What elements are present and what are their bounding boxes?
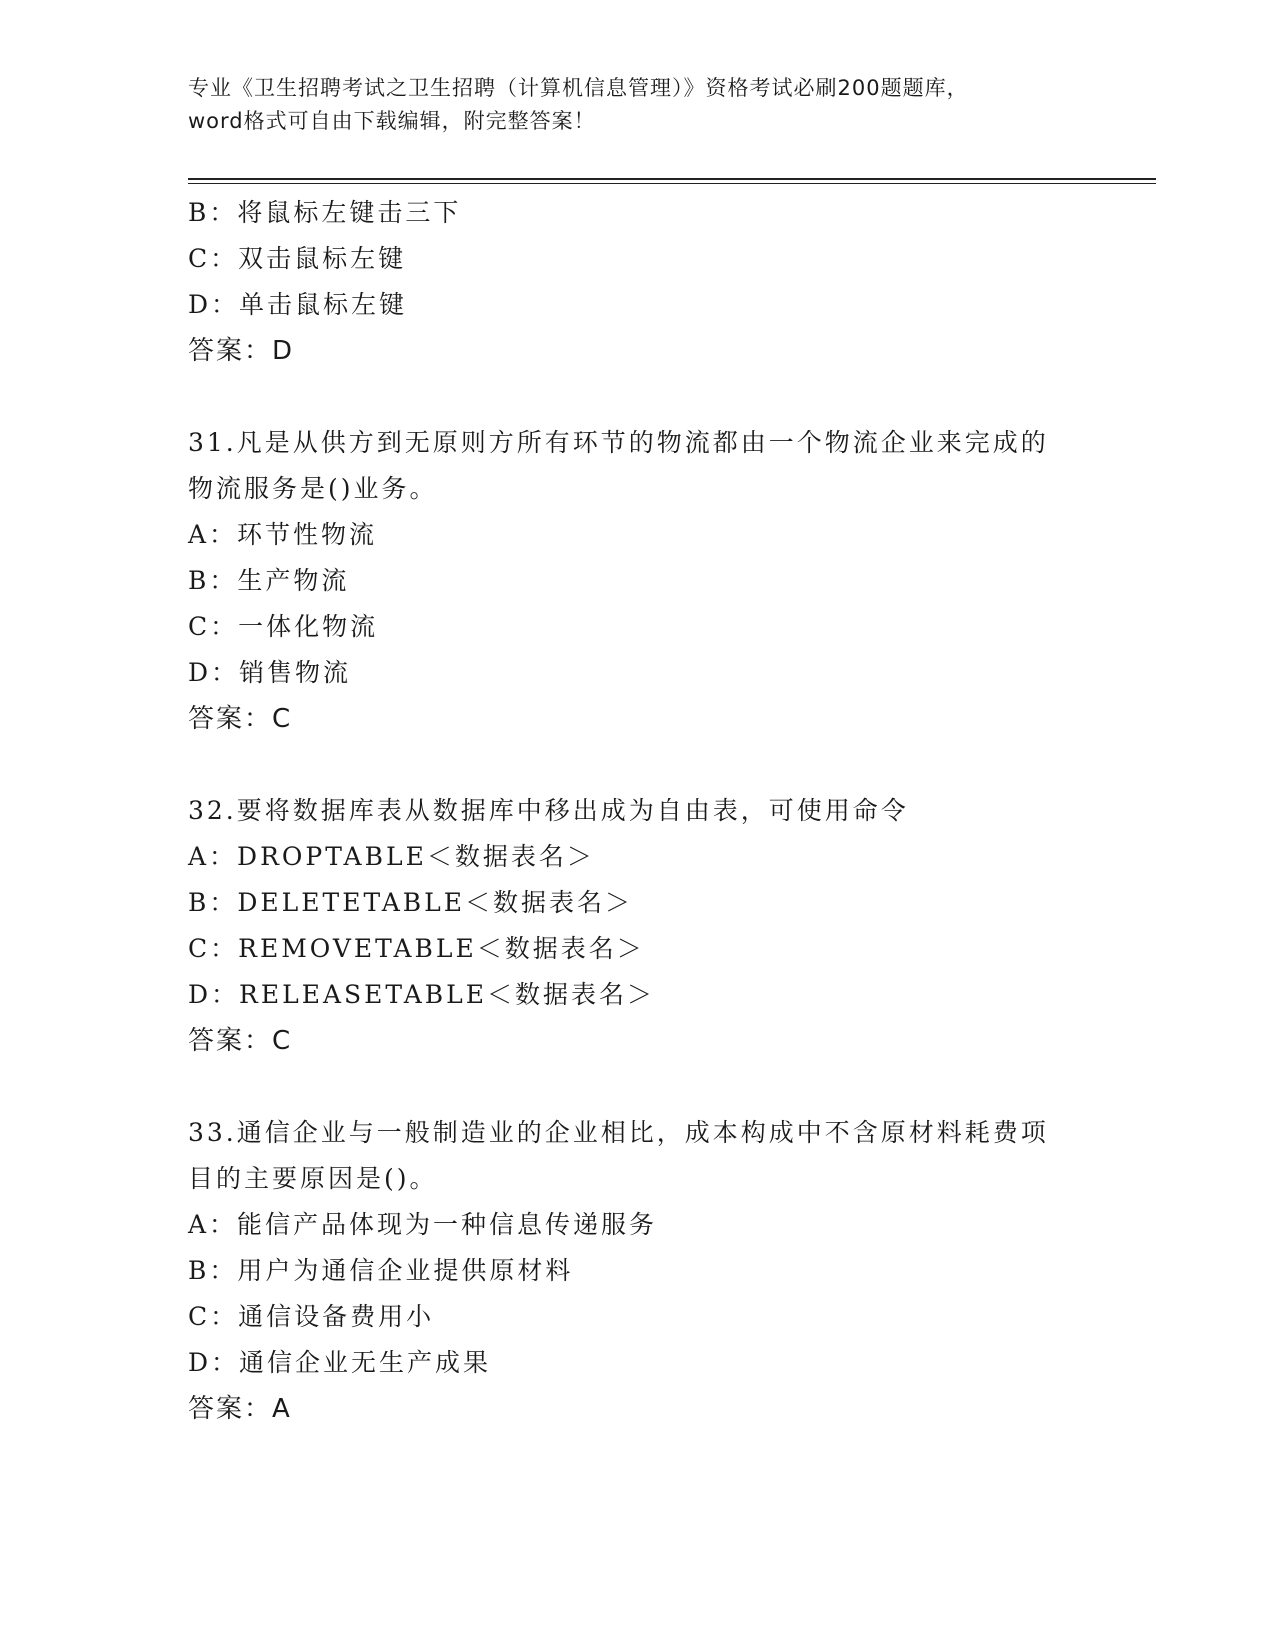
question-stem: 33.通信企业与一般制造业的企业相比，成本构成中不含原材料耗费项 xyxy=(188,1118,1049,1147)
document-header xyxy=(188,72,1088,138)
answer-line: 答案：C xyxy=(188,1026,293,1056)
header-divider-thin xyxy=(188,183,1156,184)
question-32-block xyxy=(188,788,1088,1064)
question-stem-cont: 目的主要原因是()。 xyxy=(188,1164,438,1193)
prev-question-block xyxy=(188,190,1088,374)
option-b: B：用户为通信企业提供原材料 xyxy=(188,1256,574,1285)
header-line-1: 专业《卫生招聘考试之卫生招聘（计算机信息管理）》资格考试必刷200题题库， xyxy=(188,76,969,100)
option-c: C：REMOVETABLE＜数据表名＞ xyxy=(188,934,645,963)
option-d: D：RELEASETABLE＜数据表名＞ xyxy=(188,980,655,1009)
option-a: A：DROPTABLE＜数据表名＞ xyxy=(188,842,595,871)
header-divider-thick xyxy=(188,178,1156,180)
question-stem-cont: 物流服务是()业务。 xyxy=(188,474,438,503)
option-d: D：单击鼠标左键 xyxy=(188,290,408,319)
option-b: B：生产物流 xyxy=(188,566,350,595)
option-a: A：能信产品体现为一种信息传递服务 xyxy=(188,1210,658,1239)
option-c: C：双击鼠标左键 xyxy=(188,244,407,273)
option-c: C：通信设备费用小 xyxy=(188,1302,435,1331)
question-31-block xyxy=(188,420,1088,742)
option-c: C：一体化物流 xyxy=(188,612,379,641)
header-line-2: word格式可自由下载编辑，附完整答案！ xyxy=(188,109,596,133)
question-content xyxy=(188,190,1088,1432)
question-33-block xyxy=(188,1110,1088,1432)
option-d: D：销售物流 xyxy=(188,658,352,687)
option-b: B：DELETETABLE＜数据表名＞ xyxy=(188,888,634,917)
option-d: D：通信企业无生产成果 xyxy=(188,1348,492,1377)
answer-line: 答案：D xyxy=(188,336,295,366)
question-stem: 32.要将数据库表从数据库中移出成为自由表，可使用命令 xyxy=(188,796,909,825)
answer-line: 答案：A xyxy=(188,1394,292,1424)
option-b: B：将鼠标左键击三下 xyxy=(188,198,462,227)
answer-line: 答案：C xyxy=(188,704,293,734)
option-a: A：环节性物流 xyxy=(188,520,378,549)
question-stem: 31.凡是从供方到无原则方所有环节的物流都由一个物流企业来完成的 xyxy=(188,428,1049,457)
